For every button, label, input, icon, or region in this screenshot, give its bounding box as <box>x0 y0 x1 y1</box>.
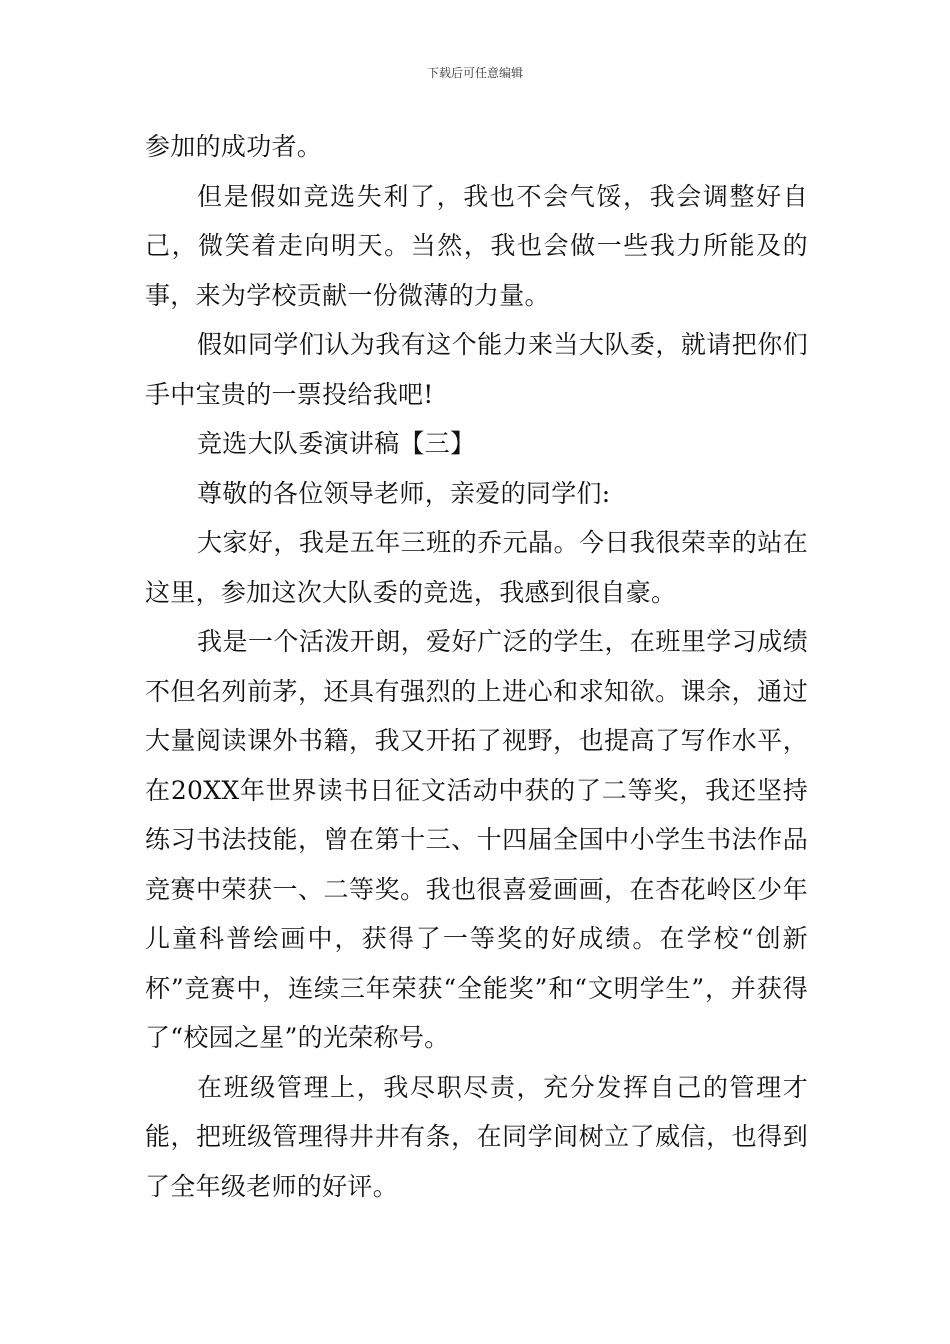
paragraph-1: 参加的成功者。 <box>145 132 323 161</box>
paragraph-8: 在班级管理上，我尽职尽责，充分发挥自己的管理才能，把班级管理得井井有条，在同学间树立了威信，也得到了全年级老师的好评。 <box>145 1072 808 1201</box>
paragraph-2: 但是假如竞选失利了，我也不会气馁，我会调整好自己，微笑着走向明天。当然，我也会做一些我力所能及的事，来为学校贡献一份微薄的力量。 <box>145 181 808 310</box>
paragraph-6: 大家好，我是五年三班的乔元晶。今日我很荣幸的站在这里，参加这次大队委的竞选，我感到很自豪。 <box>145 528 808 607</box>
section-heading: 竞选大队委演讲稿【三】 <box>197 429 476 458</box>
document-body <box>145 122 808 1211</box>
salutation: 尊敬的各位领导老师，亲爱的同学们: <box>197 478 611 508</box>
paragraph-7: 我是一个活泼开朗，爱好广泛的学生，在班里学习成绩不但名列前茅，还具有强烈的上进心和求知欲。课余，通过大量阅读课外书籍，我又开拓了视野，也提高了写作水平，在20XX年世界读书日征文活动中获的了二等奖，我还坚持练习书法技能，曾在第十三、十四届全国中小学生书法作品竞赛中荣获一、二等奖。我也很喜爱画画，在杏花岭区少年儿童科普绘画中，获得了一等奖的好成绩。在学校“创新杯”竞赛中，连续三年荣获“全能奖”和“文明学生”，并获得了“校园之星”的光荣称号。 <box>145 627 808 1052</box>
paragraph-3: 假如同学们认为我有这个能力来当大队委，就请把你们手中宝贵的一票投给我吧! <box>145 330 808 409</box>
page-header-note: 下载后可任意编辑 <box>426 66 523 80</box>
